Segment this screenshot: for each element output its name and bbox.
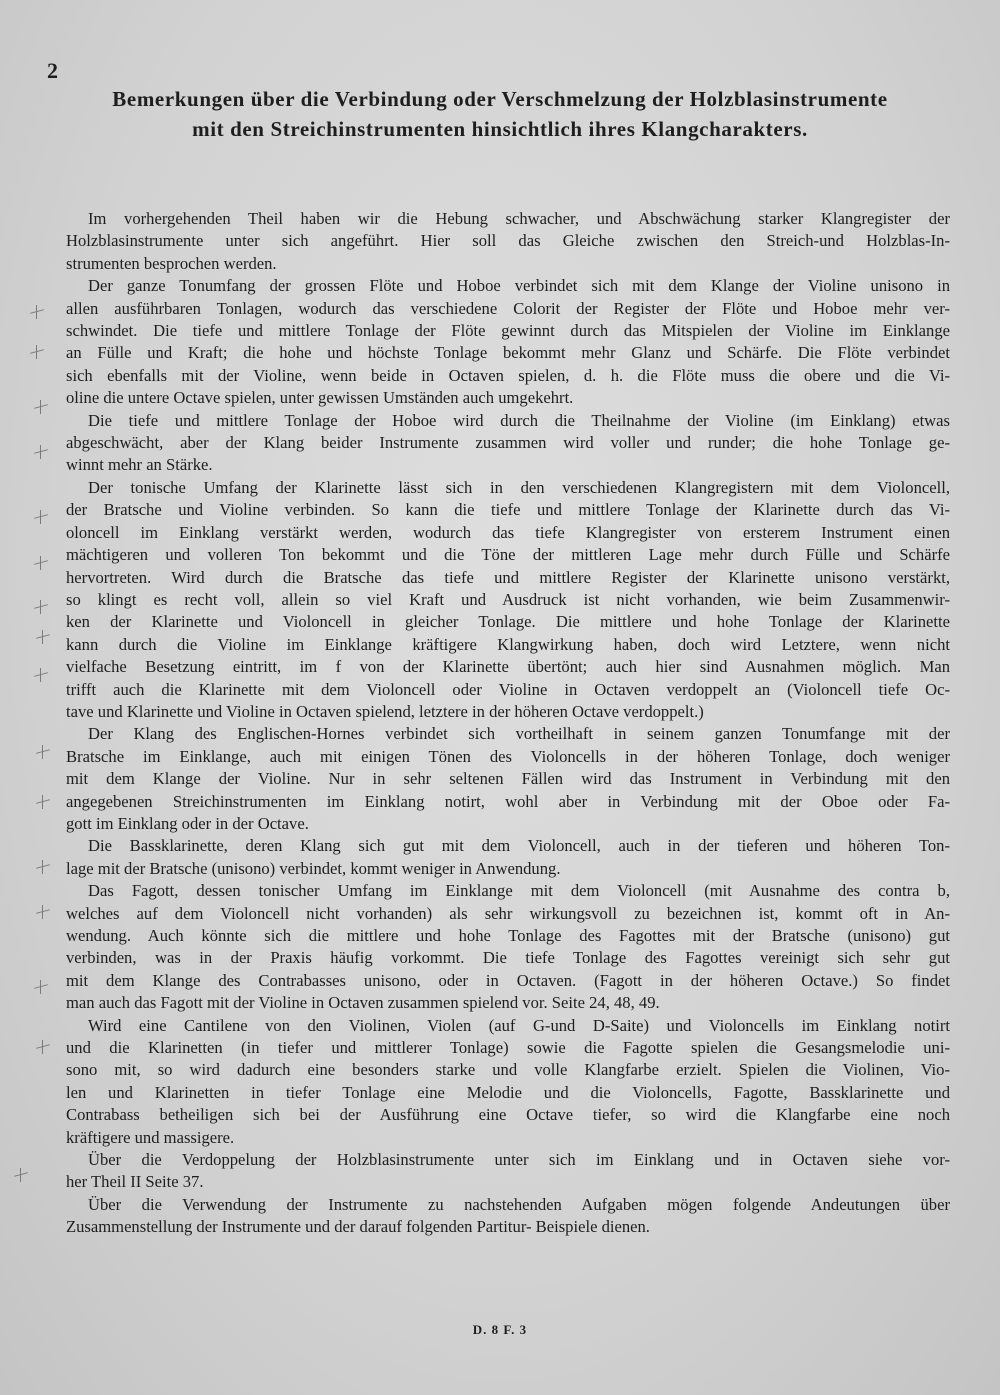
- text-line: vielfache Besetzung eintritt, im f von der Klarinette übertönt; auch hier sind Ausnahmen möglich. Man: [66, 657, 950, 677]
- text-line: mächtigeren und volleren Ton bekommt und die Töne der mittleren Lage mehr durch Fülle und Schärfe: [66, 545, 950, 565]
- paragraph: [66, 880, 950, 1014]
- pencil-mark: [36, 1040, 50, 1054]
- text-line: lage mit der Bratsche (unisono) verbindet, kommt weniger in Anwendung.: [66, 858, 561, 878]
- text-line: her Theil II Seite 37.: [66, 1172, 204, 1192]
- paragraph: [66, 410, 950, 477]
- text-line: man auch das Fagott mit der Violine in Octaven zusammen spielend vor. Seite 24, 48, 49.: [66, 993, 660, 1013]
- text-line: Die Bassklarinette, deren Klang sich gut mit dem Violoncell, auch in der tieferen und höheren Ton-: [88, 836, 950, 856]
- body-text: [66, 208, 950, 1239]
- text-line: kräftigere und massigere.: [66, 1127, 235, 1147]
- pencil-mark: [34, 510, 48, 524]
- text-line: Holzblasinstrumente unter sich angeführt. Hier soll das Gleiche zwischen den Streich-und Holzblas-In-: [66, 231, 950, 251]
- pencil-mark: [36, 905, 50, 919]
- text-line: tave und Klarinette und Violine in Octaven spielend, letztere in der höheren Octave verdoppelt.): [66, 701, 704, 721]
- pencil-mark: [36, 630, 50, 644]
- text-line: len und Klarinetten in tiefer Tonlage eine Melodie und die Violoncells, Fagotte, Bassklarinette und: [66, 1082, 950, 1102]
- text-line: Über die Verwendung der Instrumente zu nachstehenden Aufgaben mögen folgende Andeutungen über: [88, 1194, 950, 1214]
- text-line: abgeschwächt, aber der Klang beider Instrumente zusammen wird voller und runder; die hohe Tonlage ge-: [66, 433, 950, 453]
- text-line: Das Fagott, dessen tonischer Umfang im Einklange mit dem Violoncell (mit Ausnahme des contra b,: [88, 881, 950, 901]
- text-line: ken der Klarinette und Violoncell in gleicher Tonlage. Die mittlere und hohe Tonlage der Klarinette: [66, 612, 950, 632]
- text-line: oline die untere Octave spielen, unter gewissen Umständen auch umgekehrt.: [66, 388, 574, 408]
- text-line: mit dem Klange der Violine. Nur in sehr seltenen Fällen wird das Instrument in Verbindung mit den: [66, 769, 950, 789]
- paragraph: [66, 723, 950, 835]
- text-line: Die tiefe und mittlere Tonlage der Hoboe wird durch die Theilnahme der Violine (im Einklang) etwas: [88, 410, 950, 430]
- pencil-mark: [30, 305, 44, 319]
- text-line: mit dem Klange des Contrabasses unisono, oder in Octaven. (Fagott in der höheren Octave.) So findet: [66, 970, 950, 990]
- text-line: Der tonische Umfang der Klarinette lässt sich in den verschiedenen Klangregistern mit dem Violoncell,: [88, 477, 950, 497]
- text-line: hervortreten. Wird durch die Bratsche das tiefe und mittlere Register der Klarinette unisono verstärkt,: [66, 567, 950, 587]
- paragraph: [66, 835, 950, 880]
- pencil-mark: [36, 795, 50, 809]
- pencil-mark: [34, 600, 48, 614]
- title-line-2: mit den Streichinstrumenten hinsichtlich ihres Klangcharakters.: [192, 117, 808, 141]
- pencil-mark: [14, 1168, 28, 1182]
- text-line: allen ausführbaren Tonlagen, wodurch das verschiedene Colorit der Register der Flöte und Hoboe mehr ver-: [66, 298, 950, 318]
- pencil-mark: [34, 400, 48, 414]
- text-line: strumenten besprochen werden.: [66, 253, 277, 273]
- text-line: Über die Verdoppelung der Holzblasinstrumente unter sich im Einklang und in Octaven siehe vor-: [88, 1150, 950, 1170]
- text-line: der Bratsche und Violine verbinden. So kann die tiefe und mittlere Tonlage der Klarinette durch das Vi-: [66, 500, 950, 520]
- pencil-mark: [34, 556, 48, 570]
- paragraph: [66, 1149, 950, 1194]
- text-line: so klingt es recht voll, allein so viel Kraft und Ausdruck ist nicht vorhanden, wie beim Zusammenwir-: [66, 589, 950, 609]
- pencil-mark: [34, 668, 48, 682]
- text-line: Contrabass betheiligen sich bei der Ausführung eine Octave tiefer, so wird die Klangfarbe eine noch: [66, 1105, 950, 1125]
- text-line: Zusammenstellung der Instrumente und der darauf folgenden Partitur- Beispiele dienen.: [66, 1217, 650, 1237]
- text-line: welches auf dem Violoncell nicht vorhanden) als sehr wirkungsvoll zu bezeichnen ist, kommt oft in An-: [66, 903, 950, 923]
- paragraph: [66, 477, 950, 723]
- pencil-mark: [34, 980, 48, 994]
- text-line: wendung. Auch könnte sich die mittlere und hohe Tonlage des Fagottes mit der Bratsche (unisono) gut: [66, 926, 950, 945]
- text-line: kann durch die Violine im Einklange kräftigere Klangwirkung haben, doch wird Letztere, wenn nicht: [66, 634, 950, 654]
- pencil-mark: [34, 445, 48, 459]
- page-number: 2: [47, 58, 58, 83]
- title-line-1: Bemerkungen über die Verbindung oder Verschmelzung der Holzblasinstrumente: [112, 87, 888, 111]
- pencil-mark: [36, 860, 50, 874]
- text-line: und die Klarinetten (in tiefer und mittlerer Tonlage) sowie die Fagotte spielen die Gesangsmelodie uni-: [66, 1038, 950, 1058]
- paragraph: [66, 208, 950, 275]
- paragraph: [66, 1015, 950, 1149]
- pencil-mark: [36, 745, 50, 759]
- text-line: trifft auch die Klarinette mit dem Violoncell oder Violine in Octaven verdoppelt an (Violoncell tiefe Oc-: [66, 679, 950, 699]
- paragraph: [66, 275, 950, 409]
- text-line: Wird eine Cantilene von den Violinen, Violen (auf G-und D-Saite) und Violoncells im Einklang notirt: [88, 1015, 950, 1035]
- text-line: Bratsche im Einklange, auch mit einigen Tönen des Violoncells in der höheren Tonlage, doch weniger: [66, 746, 950, 766]
- pencil-mark: [30, 345, 44, 359]
- text-line: Der Klang des Englischen-Hornes verbindet sich vortheilhaft in seinem ganzen Tonumfange mit der: [88, 724, 950, 744]
- text-line: sono mit, so wird dadurch eine besonders starke und volle Klangfarbe erzielt. Spielen die Violinen, Vio-: [66, 1060, 950, 1080]
- text-line: gott im Einklang oder in der Octave.: [66, 813, 309, 833]
- text-line: schwindet. Die tiefe und mittlere Tonlage der Flöte gewinnt durch das Mitspielen der Violine im Einklange: [66, 321, 950, 341]
- text-line: oloncell im Einklang verstärkt werden, wodurch das tiefe Klangregister von ersterem Instrument einen: [66, 522, 950, 542]
- text-line: Im vorhergehenden Theil haben wir die Hebung schwacher, und Abschwächung starker Klangregister der: [88, 209, 950, 228]
- text-line: winnt mehr an Stärke.: [66, 455, 213, 475]
- text-line: Der ganze Tonumfang der grossen Flöte und Hoboe verbindet sich mit dem Klange der Violine unisono in: [88, 276, 950, 296]
- page-title: [80, 84, 920, 144]
- text-line: sich ebenfalls mit der Violine, wenn beide in Octaven spielen, d. h. die Flöte muss die obere und die Vi-: [66, 365, 950, 385]
- text-line: angegebenen Streichinstrumenten im Einklang notirt, wohl aber in Verbindung mit der Oboe oder Fa-: [66, 791, 950, 811]
- footer-signature: D. 8 F. 3: [472, 1322, 528, 1337]
- text-line: verbinden, was in der Praxis häufig vorkommt. Die tiefe Tonlage des Fagottes vereinigt sich sehr gut: [66, 948, 950, 968]
- paragraph: [66, 1194, 950, 1239]
- text-line: an Fülle und Kraft; die hohe und höchste Tonlage bekommt mehr Glanz und Schärfe. Die Flöte verbindet: [66, 343, 950, 363]
